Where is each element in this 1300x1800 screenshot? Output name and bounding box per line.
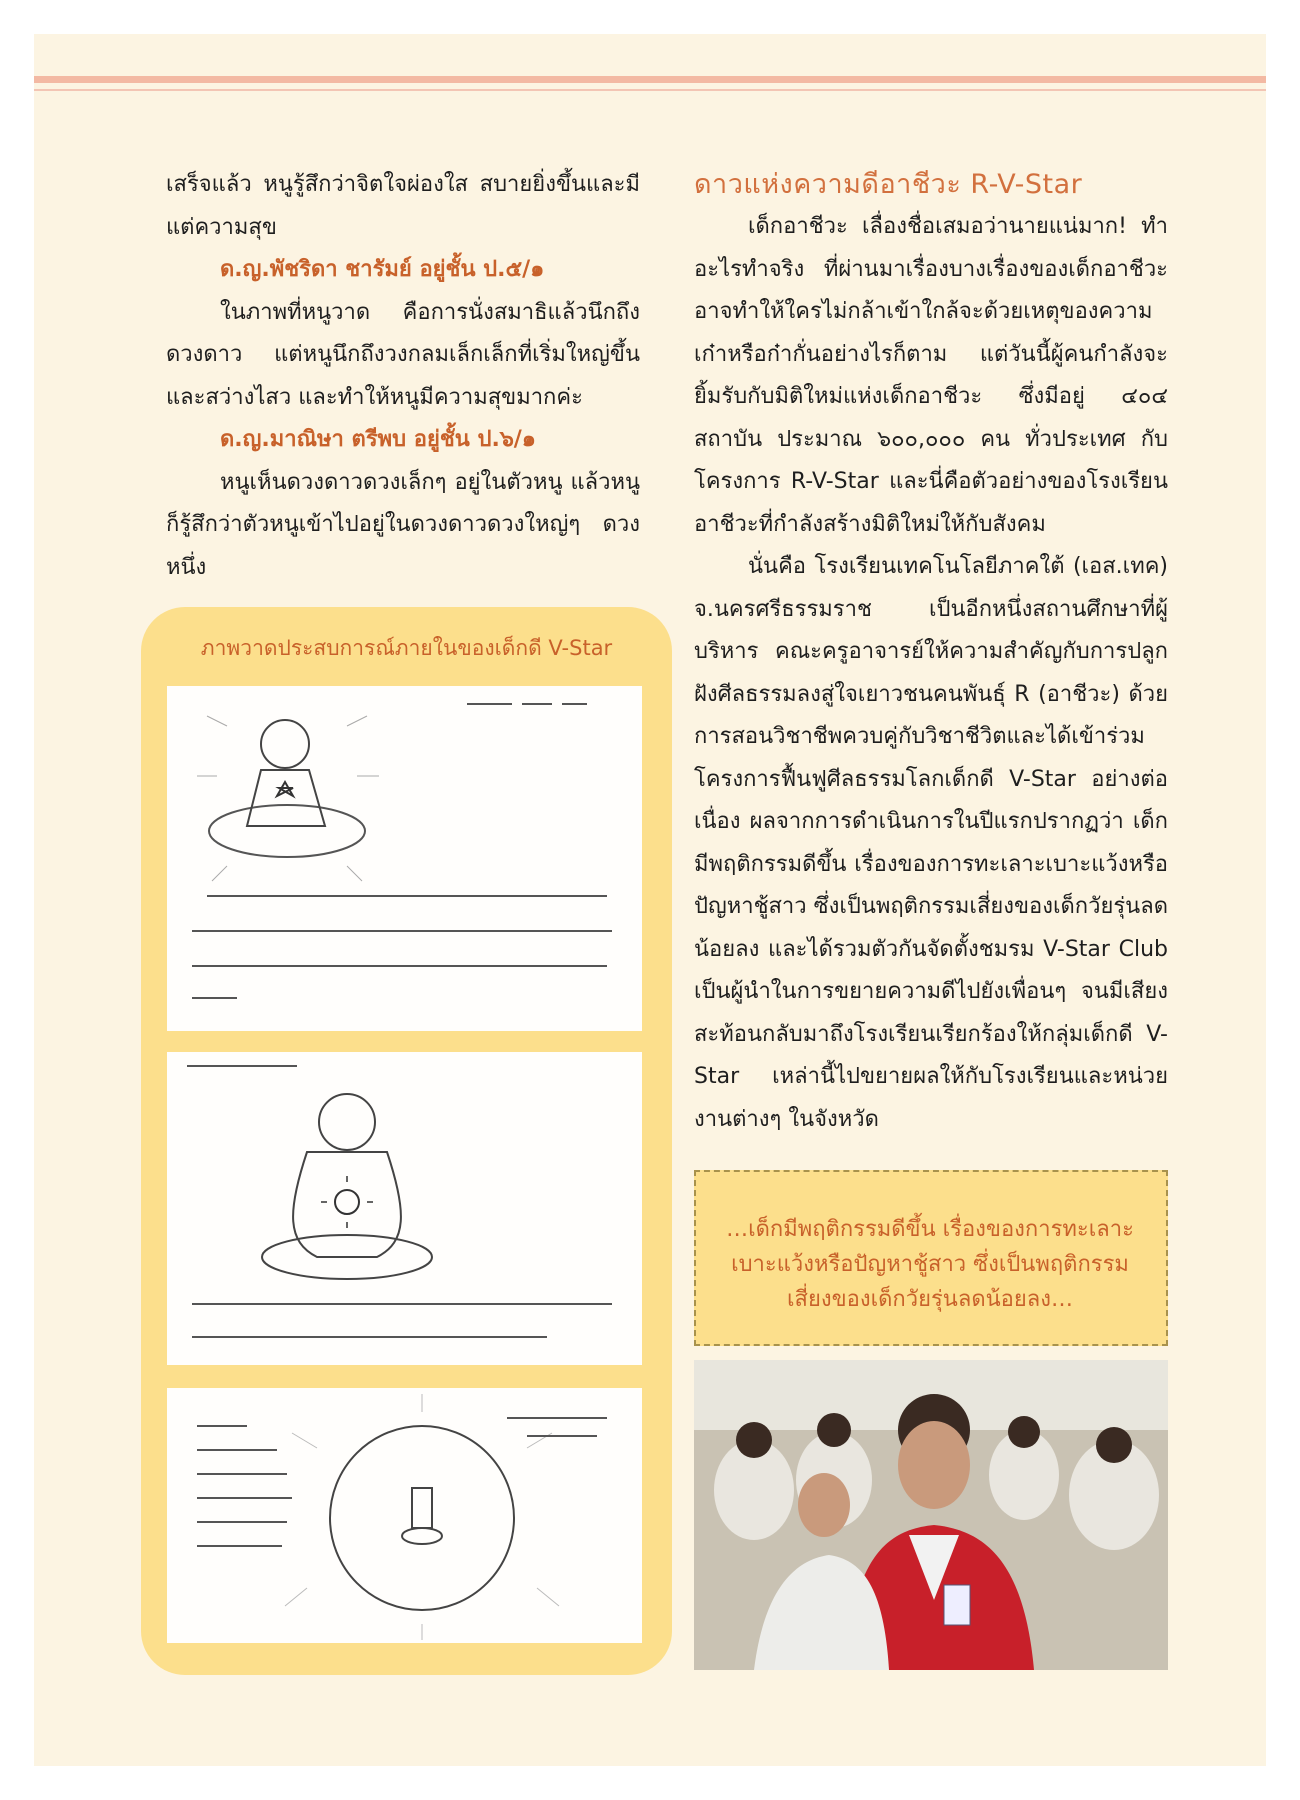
drawing-panel — [141, 607, 672, 1675]
pull-quote-box — [694, 1170, 1168, 1346]
paragraph: ในภาพที่หนูวาด คือการนั่งสมาธิแล้วนึกถึงดวงดาว แต่หนูนึกถึงวงกลมเล็กเล็กที่เริ่มใหญ่ขึ้นและสว่างไสว และทำให้หนูมีความสุขมากค่ะ — [166, 299, 640, 410]
students-meditating-photo — [694, 1360, 1168, 1670]
paragraph: หนูเห็นดวงดาวดวงเล็กๆ อยู่ในตัวหนู แล้วหนูก็รู้สึกว่าตัวหนูเข้าไปอยู่ในดวงดาวดวงใหญ่ๆ ดวงหนึ่ง — [166, 469, 640, 580]
pull-quote-text: …เด็กมีพฤติกรรมดีขึ้น เรื่องของการทะเลาะเบาะแว้งหรือปัญหาชู้สาว ซึ่งเป็นพฤติกรรมเสี่ยงของเด็กวัยรุ่นลดน้อยลง… — [726, 1217, 1134, 1312]
child-drawing-image — [167, 1388, 642, 1643]
panel-title: ภาพวาดประสบการณ์ภายในของเด็กดี V-Star — [200, 636, 613, 660]
paragraph: เสร็จแล้ว หนูรู้สึกว่าจิตใจผ่องใส สบายยิ่งขึ้นและมีแต่ความสุข — [166, 172, 640, 240]
child-drawing-image — [167, 1052, 642, 1365]
byline: ด.ญ.มาณิษา ตรีพบ อยู่ชั้น ป.๖/๑ — [220, 427, 536, 452]
byline: ด.ญ.พัชริดา ชารัมย์ อยู่ชั้น ป.๕/๑ — [220, 257, 545, 282]
left-column — [166, 164, 640, 589]
header-rule-thin — [34, 89, 1266, 91]
section-title: ดาวแห่งความดีอาชีวะ R-V-Star — [694, 169, 1083, 200]
right-column — [694, 164, 1168, 1141]
paragraph: เด็กอาชีวะ เลื่องชื่อเสมอว่านายแน่มาก! ทำอะไรทำจริง ที่ผ่านมาเรื่องบางเรื่องของเด็กอาชีวะอาจทำให้ใครไม่กล้าเข้าใกล้จะด้วยเหตุของความเก๋าหรือก๋ากั่นอย่างไรก็ตาม แต่วันนี้ผู้คนกำลังจะยิ้มรับกับมิติใหม่แห่งเด็กอาชีวะ ซึ่งมีอยู่ ๔๐๔ สถาบัน ประมาณ ๖๐๐,๐๐๐ คน ทั่วประเทศ กับโครงการ R-V-Star และนี่คือตัวอย่างของโรงเรียนอาชีวะที่กำลังสร้างมิติใหม่ให้กับสังคม — [694, 214, 1168, 537]
child-drawing-image — [167, 686, 642, 1031]
paragraph: นั่นคือ โรงเรียนเทคโนโลยีภาคใต้ (เอส.เทค) จ.นครศรีธรรมราช เป็นอีกหนึ่งสถานศึกษาที่ผู้บริหาร คณะครูอาจารย์ให้ความสำคัญกับการปลูกฝังศีลธรรมลงสู่ใจเยาวชนคนพันธุ์ R (อาชีวะ) ด้วยการสอนวิชาชีพควบคู่กับวิชาชีวิตและได้เข้าร่วมโครงการฟื้นฟูศีลธรรมโลกเด็กดี V-Star อย่างต่อเนื่อง ผลจากการดำเนินการในปีแรกปรากฏว่า เด็กมีพฤติกรรมดีขึ้น เรื่องของการทะเลาะเบาะแว้งหรือปัญหาชู้สาว ซึ่งเป็นพฤติกรรมเสี่ยงของเด็กวัยรุ่นลดน้อยลง และได้รวมตัวกันจัดตั้งชมรม V-Star Club เป็นผู้นำในการขยายความดีไปยังเพื่อนๆ จนมีเสียงสะท้อนกลับมาถึงโรงเรียนเรียกร้องให้กลุ่มเด็กดี V-Star เหล่านี้ไปขยายผลให้กับโรงเรียนและหน่วยงานต่างๆ ในจังหวัด — [694, 554, 1168, 1132]
header-rule — [34, 76, 1266, 83]
